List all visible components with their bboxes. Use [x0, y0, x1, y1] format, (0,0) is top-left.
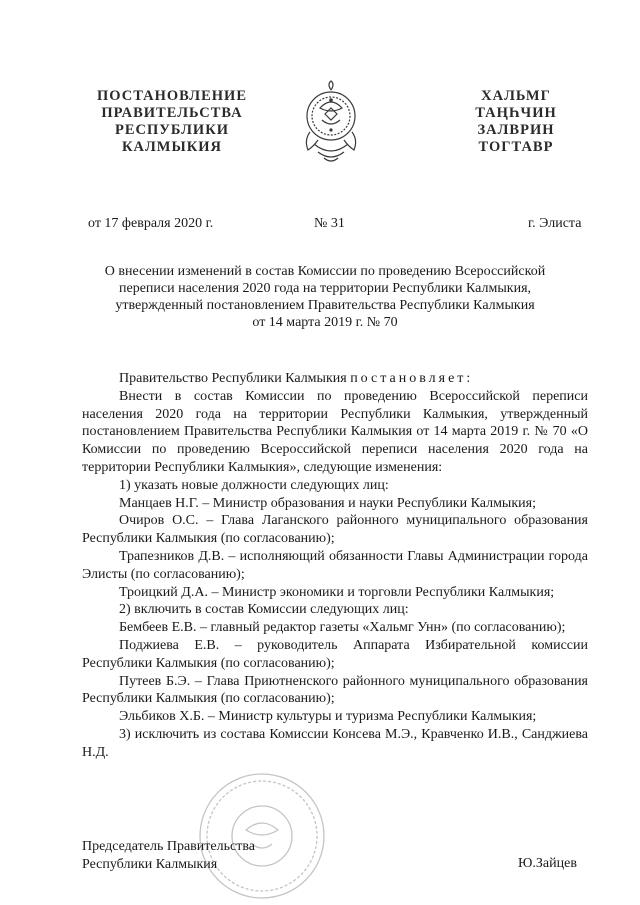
body-paragraph: Трапезников Д.В. – исполняющий обязанности Главы Администрации города Элисты (по согласованию);: [82, 548, 588, 582]
intro-decree-word: постановляет:: [350, 371, 474, 386]
body-paragraph: Манцаев Н.Г. – Министр образования и науки Республики Калмыкия;: [119, 495, 536, 511]
document-body: [82, 370, 588, 762]
body-paragraph: Бембеев Е.В. – главный редактор газеты «Хальмг Унн» (по согласованию);: [119, 620, 566, 636]
kalmykia-emblem-icon: [300, 80, 362, 166]
header-right-line: ТОГТАВР: [478, 139, 554, 155]
signatory-position-line: Республики Калмыкия: [82, 856, 218, 872]
title-line: О внесении изменений в состав Комиссии по проведению Всероссийской: [104, 264, 546, 279]
header-right-line: ЗАЛВРИН: [477, 122, 555, 138]
header-left-title: [92, 88, 252, 156]
document-title: [80, 263, 570, 331]
body-paragraph: 1) указать новые должности следующих лиц:: [119, 477, 389, 493]
header-left-line: КАЛМЫКИЯ: [122, 139, 222, 155]
header-right-title: [462, 88, 570, 156]
title-line: утвержденный постановлением Правительства Республики Калмыкия: [115, 298, 535, 313]
intro-text: Правительство Республики Калмыкия: [119, 371, 351, 386]
document-city: г. Элиста: [528, 216, 582, 231]
title-line: переписи населения 2020 года на территории Республики Калмыкия,: [118, 281, 532, 296]
body-paragraph: Эльбиков Х.Б. – Министр культуры и туризма Республики Калмыкия;: [119, 709, 537, 725]
title-line: от 14 марта 2019 г. № 70: [252, 315, 398, 330]
body-paragraph: 2) включить в состав Комиссии следующих лиц:: [119, 602, 409, 618]
body-paragraph: Поджиева Е.В. – руководитель Аппарата Избирательной комиссии Республики Калмыкия (по согласованию);: [82, 637, 588, 671]
intro-paragraph: [82, 370, 588, 388]
document-date: от 17 февраля 2020 г.: [88, 216, 214, 231]
header-right-line: ХАЛЬМГ: [481, 88, 551, 104]
signatory-name: Ю.Зайцев: [518, 856, 577, 871]
body-paragraph: Путеев Б.Э. – Глава Приютненского районного муниципального образования Республики Калмыкия (по согласованию);: [82, 673, 588, 707]
body-paragraph: Внести в состав Комиссии по проведению Всероссийской переписи населения 2020 года на территории Республики Калмыкия, утвержденный постановлением Правительства Республики Калмыкия от 14 марта 2019 г. № 70 «О Комиссии по проведению Всероссийской переписи населения 2020 года на территории Республики Калмыкия», следующие изменения:: [82, 388, 588, 475]
signatory-position-line: Председатель Правительства: [82, 839, 255, 854]
header-left-line: ПОСТАНОВЛЕНИЕ: [96, 88, 247, 104]
header-left-line: РЕСПУБЛИКИ: [114, 122, 230, 138]
document-number: № 31: [314, 216, 345, 231]
body-paragraph: Троицкий Д.А. – Министр экономики и торговли Республики Калмыкия;: [119, 584, 555, 600]
signatory-position: [82, 838, 255, 873]
body-paragraph: Очиров О.С. – Глава Лаганского районного муниципального образования Республики Калмыкия (по согласованию);: [82, 513, 588, 547]
official-seal-icon: [196, 770, 328, 902]
header-right-line: ТАҢҺЧИН: [475, 105, 557, 121]
header-left-line: ПРАВИТЕЛЬСТВА: [101, 105, 243, 121]
body-paragraph: 3) исключить из состава Комиссии Консева М.Э., Кравченко И.В., Санджиева Н.Д.: [82, 726, 588, 760]
